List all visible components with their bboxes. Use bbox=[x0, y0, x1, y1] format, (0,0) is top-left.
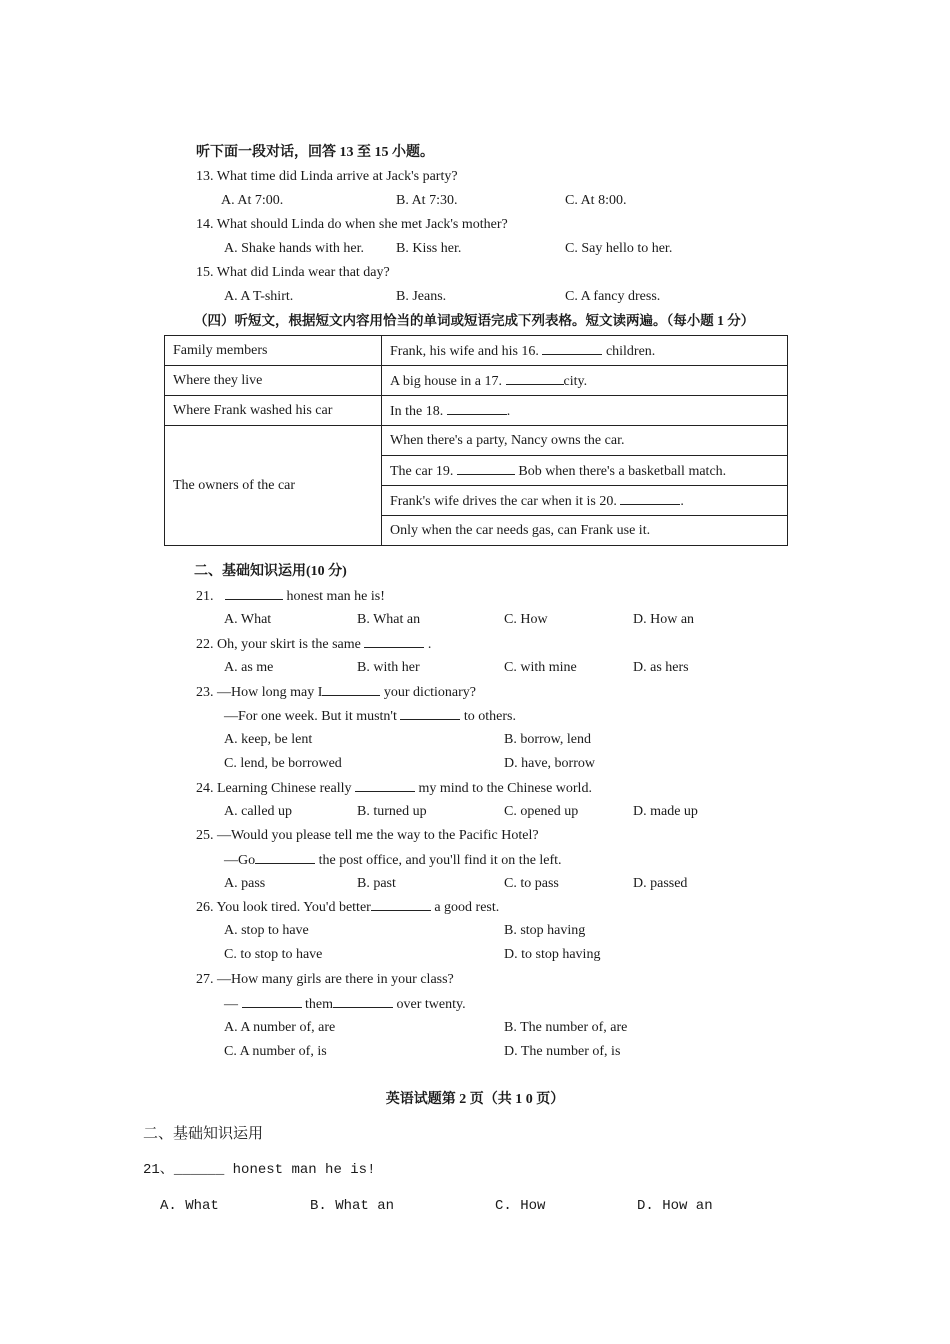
q26-option-b: B. stop having bbox=[504, 923, 586, 938]
answer-blank[interactable] bbox=[242, 995, 302, 1008]
q27-option-a: A. A number of, are bbox=[224, 1020, 336, 1035]
stem-text: . bbox=[427, 637, 432, 652]
q14-option-a: A. Shake hands with her. bbox=[224, 241, 364, 256]
answer-blank[interactable] bbox=[355, 779, 415, 792]
q26-stem bbox=[196, 898, 499, 917]
stem-text: 23. —How long may I bbox=[196, 685, 323, 700]
bottom-q21-option-a: A. What bbox=[160, 1198, 219, 1214]
table-row bbox=[165, 396, 788, 426]
q23-line1 bbox=[196, 683, 476, 702]
table-row bbox=[165, 336, 788, 366]
stem-text: to others. bbox=[463, 709, 516, 724]
answer-blank-18[interactable] bbox=[447, 402, 507, 415]
stem-text: honest man he is! bbox=[232, 1162, 376, 1178]
q15-stem: 15. What did Linda wear that day? bbox=[196, 265, 390, 280]
q22-option-a: A. as me bbox=[224, 660, 274, 675]
answer-blank[interactable]: ______ bbox=[173, 1162, 225, 1178]
stem-text: 22. Oh, your skirt is the same bbox=[196, 637, 361, 652]
answer-blank[interactable] bbox=[371, 898, 431, 911]
q22-option-c: C. with mine bbox=[504, 660, 577, 675]
stem-text: —For one week. But it mustn't bbox=[224, 709, 397, 724]
q23-option-d: D. have, borrow bbox=[504, 756, 595, 771]
table-row bbox=[165, 426, 788, 456]
q21-option-c: C. How bbox=[504, 612, 548, 627]
q27-line2 bbox=[224, 995, 466, 1014]
q23-option-b: B. borrow, lend bbox=[504, 732, 591, 747]
cell-text: The car 19. bbox=[390, 463, 454, 479]
q13-option-a: A. At 7:00. bbox=[221, 193, 284, 208]
stem-text: honest man he is! bbox=[286, 589, 385, 604]
q21-option-d: D. How an bbox=[633, 612, 695, 627]
q22-option-b: B. with her bbox=[357, 660, 420, 675]
page-footer: 英语试题第 2 页（共 1 0 页） bbox=[385, 1092, 565, 1107]
q27-option-d: D. The number of, is bbox=[504, 1044, 621, 1059]
q21-stem bbox=[196, 587, 385, 606]
stem-text: —Go bbox=[224, 853, 256, 868]
section4-header: （四）听短文，根据短文内容用恰当的单词或短语完成下列表格。短文读两遍。（每小题 1 分） bbox=[194, 313, 755, 328]
q24-option-c: C. opened up bbox=[504, 804, 579, 819]
answer-blank[interactable] bbox=[225, 587, 283, 600]
q21-option-a: A. What bbox=[224, 612, 272, 627]
q27-option-c: C. A number of, is bbox=[224, 1044, 327, 1059]
q24-option-d: D. made up bbox=[633, 804, 698, 819]
q26-option-c: C. to stop to have bbox=[224, 947, 323, 962]
table-cell: When there's a party, Nancy owns the car. bbox=[382, 426, 788, 456]
bottom-section-header: 二、基础知识运用 bbox=[143, 1126, 264, 1142]
q21-option-b: B. What an bbox=[357, 612, 421, 627]
cell-text: A big house in a 17. bbox=[390, 373, 502, 389]
q25-option-a: A. pass bbox=[224, 876, 266, 891]
stem-text: 26. You look tired. You'd better bbox=[196, 900, 371, 915]
table-cell: Family members bbox=[165, 336, 382, 366]
table-cell bbox=[382, 396, 788, 426]
stem-text: 24. Learning Chinese really bbox=[196, 781, 352, 796]
cell-text: Frank's wife drives the car when it is 20. bbox=[390, 493, 617, 509]
cell-text: Frank, his wife and his 16. bbox=[390, 343, 539, 359]
table-cell bbox=[382, 366, 788, 396]
table-cell: Where they live bbox=[165, 366, 382, 396]
table-cell: The owners of the car bbox=[165, 426, 382, 546]
q14-option-c: C. Say hello to her. bbox=[565, 241, 673, 256]
q13-option-b: B. At 7:30. bbox=[396, 193, 458, 208]
cell-text: In the 18. bbox=[390, 403, 444, 419]
cell-text: Bob when there's a basketball match. bbox=[518, 463, 727, 479]
q15-option-b: B. Jeans. bbox=[396, 289, 447, 304]
answer-blank[interactable] bbox=[255, 851, 315, 864]
answer-blank-17[interactable] bbox=[506, 372, 564, 385]
section2-header: 二、基础知识运用(10 分) bbox=[194, 564, 347, 579]
cell-text: city. bbox=[563, 373, 588, 389]
q23-option-c: C. lend, be borrowed bbox=[224, 756, 342, 771]
question-number: 21. bbox=[196, 589, 214, 604]
q25-option-b: B. past bbox=[357, 876, 396, 891]
listen-section-header: 听下面一段对话，回答 13 至 15 小题。 bbox=[196, 145, 434, 160]
answer-blank-16[interactable] bbox=[542, 342, 602, 355]
q26-option-a: A. stop to have bbox=[224, 923, 309, 938]
table-cell bbox=[382, 456, 788, 486]
q15-option-a: A. A T-shirt. bbox=[224, 289, 294, 304]
bottom-q21-stem bbox=[143, 1160, 375, 1180]
q27-line1: 27. —How many girls are there in your class? bbox=[196, 972, 454, 987]
cell-text: children. bbox=[605, 343, 656, 359]
stem-text: your dictionary? bbox=[383, 685, 477, 700]
answer-blank[interactable] bbox=[364, 635, 424, 648]
table-cell bbox=[382, 486, 788, 516]
table-cell: Where Frank washed his car bbox=[165, 396, 382, 426]
stem-text: a good rest. bbox=[434, 900, 500, 915]
q25-line2 bbox=[224, 851, 562, 870]
question-number: 21、 bbox=[143, 1162, 174, 1178]
q26-option-d: D. to stop having bbox=[504, 947, 601, 962]
stem-text: over twenty. bbox=[396, 997, 466, 1012]
answer-blank-19[interactable] bbox=[457, 462, 515, 475]
q24-stem bbox=[196, 779, 592, 798]
table-row bbox=[165, 366, 788, 396]
stem-text: my mind to the Chinese world. bbox=[418, 781, 592, 796]
q14-option-b: B. Kiss her. bbox=[396, 241, 462, 256]
table-cell bbox=[382, 336, 788, 366]
bottom-q21-option-d: D. How an bbox=[637, 1198, 713, 1214]
q14-stem: 14. What should Linda do when she met Jack's mother? bbox=[196, 217, 508, 232]
stem-text: the post office, and you'll find it on the left. bbox=[318, 853, 562, 868]
q25-option-c: C. to pass bbox=[504, 876, 559, 891]
q27-option-b: B. The number of, are bbox=[504, 1020, 628, 1035]
q25-line1: 25. —Would you please tell me the way to the Pacific Hotel? bbox=[196, 828, 539, 843]
bottom-q21-option-c: C. How bbox=[495, 1198, 546, 1214]
q24-option-b: B. turned up bbox=[357, 804, 427, 819]
answer-blank-20[interactable] bbox=[620, 492, 680, 505]
cell-text: . bbox=[506, 403, 511, 419]
q13-stem: 13. What time did Linda arrive at Jack's party? bbox=[196, 169, 458, 184]
answer-blank[interactable] bbox=[400, 707, 460, 720]
q13-option-c: C. At 8:00. bbox=[565, 193, 627, 208]
q24-option-a: A. called up bbox=[224, 804, 293, 819]
cell-text: . bbox=[680, 493, 684, 509]
q25-option-d: D. passed bbox=[633, 876, 688, 891]
table-cell: Only when the car needs gas, can Frank use it. bbox=[382, 516, 788, 546]
q23-line2 bbox=[224, 707, 516, 726]
q22-option-d: D. as hers bbox=[633, 660, 689, 675]
answer-blank[interactable] bbox=[322, 683, 380, 696]
q23-option-a: A. keep, be lent bbox=[224, 732, 313, 747]
q15-option-c: C. A fancy dress. bbox=[565, 289, 661, 304]
q22-stem bbox=[196, 635, 431, 654]
bottom-q21-option-b: B. What an bbox=[310, 1198, 395, 1214]
fill-in-table bbox=[164, 335, 788, 546]
answer-blank[interactable] bbox=[333, 995, 393, 1008]
stem-text: — bbox=[224, 997, 238, 1012]
stem-text: them bbox=[305, 997, 333, 1012]
